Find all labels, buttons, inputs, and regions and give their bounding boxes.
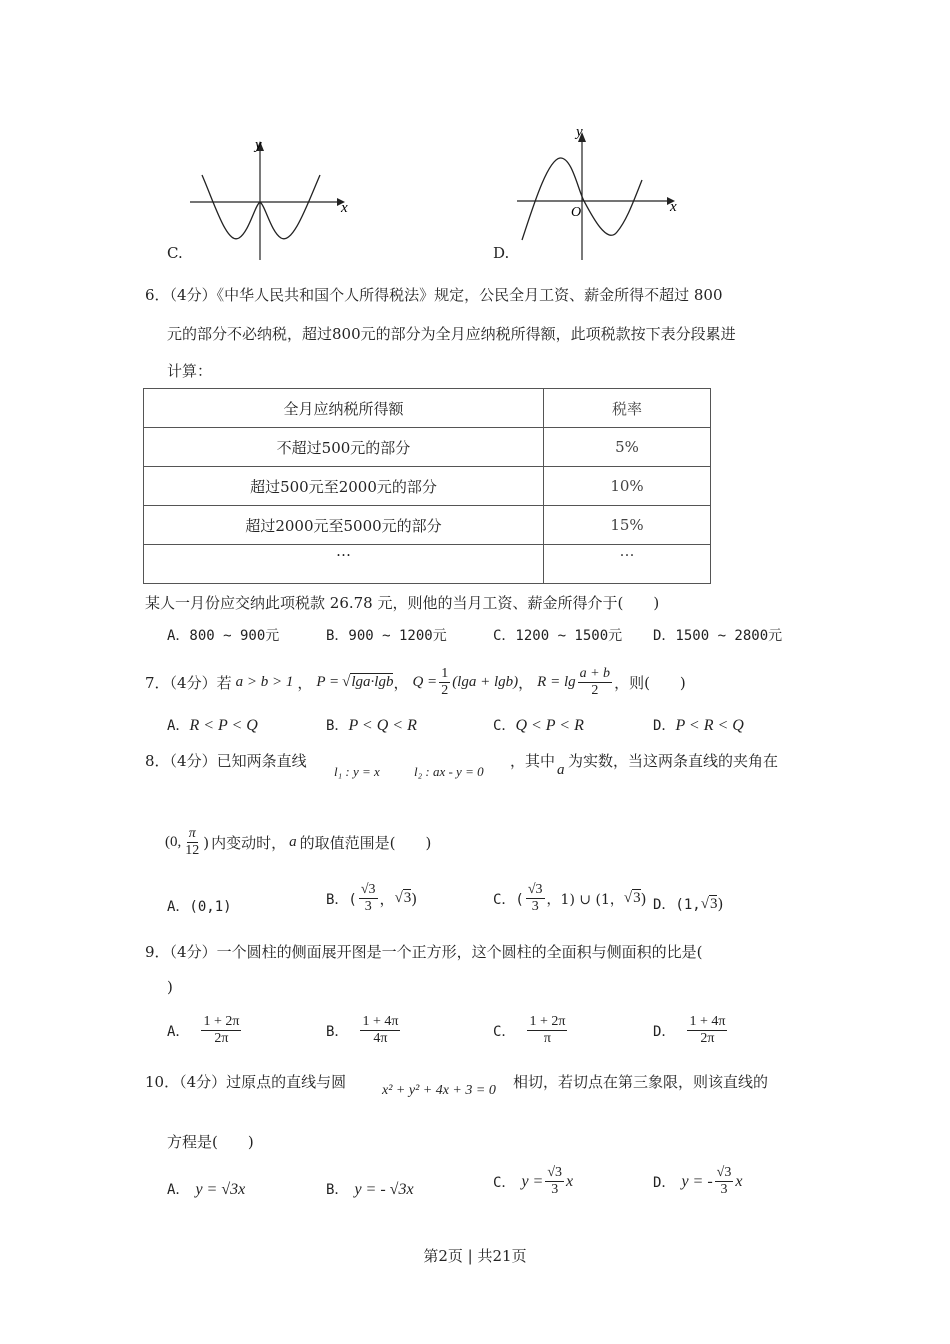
q7-option-a[interactable]: A．R < P < Q	[167, 717, 258, 734]
table-cell: …	[544, 545, 711, 584]
table-header-row	[144, 389, 711, 428]
graph-d-label: D.	[493, 244, 510, 262]
q6-question: 某人一月份应交纳此项税款 26.78 元，则他的当月工资、薪金所得介于( )	[145, 594, 660, 612]
table-cell: 5%	[544, 428, 711, 467]
q6-line1: 6．（4分）《中华人民共和国个人所得税法》规定，公民全月工资、薪金所得不超过 800	[145, 286, 723, 304]
q7-q-label: Q =	[412, 674, 438, 690]
table-header: 全月应纳税所得额	[144, 389, 544, 428]
q7-stem: 7．（4分）若 a > b > 1 ， P = √lga·lgb ， Q = $\frac{1}{2}$ (lga + lgb) ， R = lg $\frac{a + b}{2}$ ，则( )	[145, 666, 686, 698]
q7-prefix: 7．（4分）若	[145, 674, 232, 692]
q6-line2: 元的部分不必纳税，超过800元的部分为全月应纳税所得额，此项税款按下表分段累进	[167, 325, 736, 343]
q9-option-a[interactable]: A． $\frac{1 + 2\pi}{2\pi}$	[167, 1014, 240, 1046]
q7-option-b[interactable]: B．P < Q < R	[326, 717, 417, 734]
q8-prefix: 8．（4分）已知两条直线	[145, 752, 307, 770]
q8-a: a	[557, 762, 565, 778]
table-header: 税率	[544, 389, 711, 428]
q8-option-a[interactable]: A．(0,1)	[167, 899, 232, 915]
q10-rest: 相切，若切点在第三象限，则该直线的	[513, 1073, 769, 1091]
q9-line1: 9．（4分）一个圆柱的侧面展开图是一个正方形，这个圆柱的全面积与侧面积的比是(	[145, 943, 703, 961]
table-cell: 超过2000元至5000元的部分	[144, 506, 544, 545]
q10-equation: x² + y² + 4x + 3 = 0	[382, 1083, 496, 1098]
q6-option-c[interactable]: C．1200 ~ 1500元	[493, 628, 623, 644]
tax-table	[143, 388, 711, 584]
q7-r-fraction: $\frac{a + b}{2}$	[579, 666, 611, 698]
q6-line3: 计算：	[167, 362, 213, 380]
graph-c-x-label: x	[341, 200, 348, 216]
q9-option-d[interactable]: D． $\frac{1 + 4\pi}{2\pi}$	[653, 1014, 726, 1046]
q9-line2: )	[167, 978, 173, 996]
q7-suffix: ，则( )	[614, 674, 686, 692]
q8-l1: l₁ : y = x	[334, 764, 380, 779]
q6-option-a[interactable]: A．800 ~ 900元	[167, 628, 280, 644]
q7-option-c[interactable]: C．Q < P < R	[493, 717, 584, 734]
graph-c	[185, 135, 355, 269]
q10-option-c[interactable]: C． y = $\frac{√3}{3}$ x	[493, 1165, 574, 1197]
table-cell: 10%	[544, 467, 711, 506]
q8-option-c[interactable]: C．( $\frac{√3}{3}$ ，1) ∪ (1， √3 )	[493, 882, 647, 914]
q10-option-a[interactable]: A． y = √3x	[167, 1181, 246, 1198]
table-cell: …	[144, 545, 544, 584]
q8-option-b[interactable]: B．( $\frac{√3}{3}$ ， √3 )	[326, 882, 418, 914]
q8-line2: (0, $\frac{\pi}{12}$ ) 内变动时， a 的取值范围是( )	[165, 826, 432, 858]
table-row	[144, 506, 711, 545]
table-cell: 不超过500元的部分	[144, 428, 544, 467]
graph-d-x-label: x	[670, 199, 677, 215]
q10-option-b[interactable]: B． y = - √3x	[326, 1181, 414, 1198]
q7-r-label: R = lg	[537, 674, 576, 690]
q6-option-d[interactable]: D．1500 ~ 2800元	[653, 628, 783, 644]
q8-range-fraction: $\frac{\pi}{12}$	[185, 826, 200, 858]
table-cell: 超过500元至2000元的部分	[144, 467, 544, 506]
graph-d-y-label: y	[576, 124, 583, 140]
q10-prefix: 10．（4分）过原点的直线与圆	[145, 1073, 347, 1091]
q9-option-c[interactable]: C． $\frac{1 + 2\pi}{\pi}$	[493, 1014, 566, 1046]
q10-option-d[interactable]: D． y = - $\frac{√3}{3}$ x	[653, 1165, 743, 1197]
graph-c-svg	[185, 135, 355, 265]
table-row	[144, 545, 711, 584]
graph-d	[512, 120, 687, 269]
q7-p-radicand: lga·lgb	[351, 674, 394, 690]
q6-option-b[interactable]: B．900 ~ 1200元	[326, 628, 447, 644]
q7-p-label: P =	[316, 674, 340, 690]
table-cell: 15%	[544, 506, 711, 545]
table-row	[144, 467, 711, 506]
graph-d-origin-label: O	[571, 205, 582, 220]
q7-q-fraction: $\frac{1}{2}$	[441, 666, 449, 698]
q7-option-d[interactable]: D．P < R < Q	[653, 717, 744, 734]
graph-c-y-label: y	[255, 137, 262, 153]
table-row	[144, 428, 711, 467]
graph-d-svg	[512, 120, 687, 265]
q7-q-rest: (lga + lgb)	[452, 674, 519, 690]
q8-option-d[interactable]: D．(1, √3 )	[653, 895, 724, 913]
graph-c-curve	[202, 175, 320, 239]
q8-mid: ，其中	[510, 752, 556, 770]
q8-rest: 为实数，当这两条直线的夹角在	[568, 752, 779, 770]
q10-line2: 方程是( )	[167, 1133, 254, 1151]
q8-l2: l₂ : ax - y = 0	[414, 764, 484, 779]
graph-c-label: C.	[167, 244, 183, 262]
page-footer: 第2页 | 共21页	[423, 1247, 527, 1265]
q7-condition: a > b > 1	[235, 674, 294, 690]
q9-option-b[interactable]: B． $\frac{1 + 4\pi}{4\pi}$	[326, 1014, 399, 1046]
